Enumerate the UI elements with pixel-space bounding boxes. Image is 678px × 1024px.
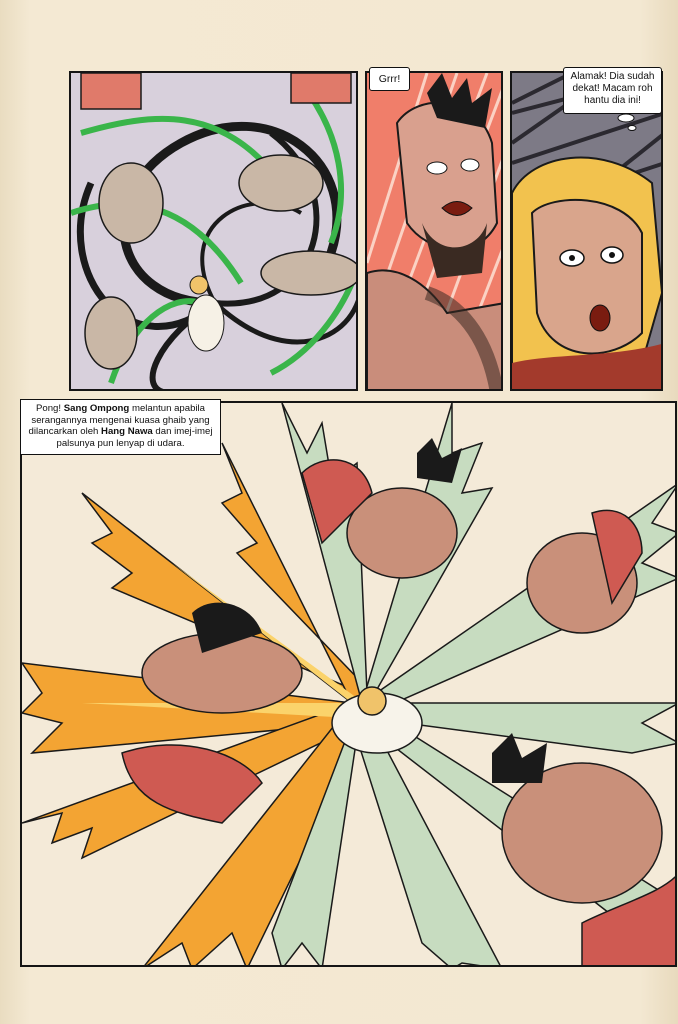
speech-bubble-alamak [563,67,662,114]
speech-text: Grrr! [378,73,401,85]
caption-name-sang-ompong: Sang Ompong [63,403,130,414]
thought-tail [612,112,652,134]
speech-bubble-grrr [369,67,410,91]
caption-text: melantun apabila serangannya mengenai kuasa ghaib yang dilancarkan oleh [28,403,210,437]
speech-line: Alamak! Dia sudah [570,71,655,82]
caption-text: Pong! [35,403,64,414]
swirl-illustration [71,73,358,391]
clash-burst-illustration [22,403,677,967]
caption-text: dan imej-imej palsunya pun lenyap di udara. [56,426,213,449]
panel-swirl-attack [69,71,358,391]
speech-line: hantu dia ini! [584,95,641,106]
panel-angry-elder [365,71,503,391]
caption-name-hang-nawa: Hang Nawa [101,426,153,437]
panel-clash-burst [20,401,677,967]
speech-line: dekat! Macam roh [572,83,653,94]
angry-elder-illustration [367,73,503,391]
narration-caption [20,399,221,455]
